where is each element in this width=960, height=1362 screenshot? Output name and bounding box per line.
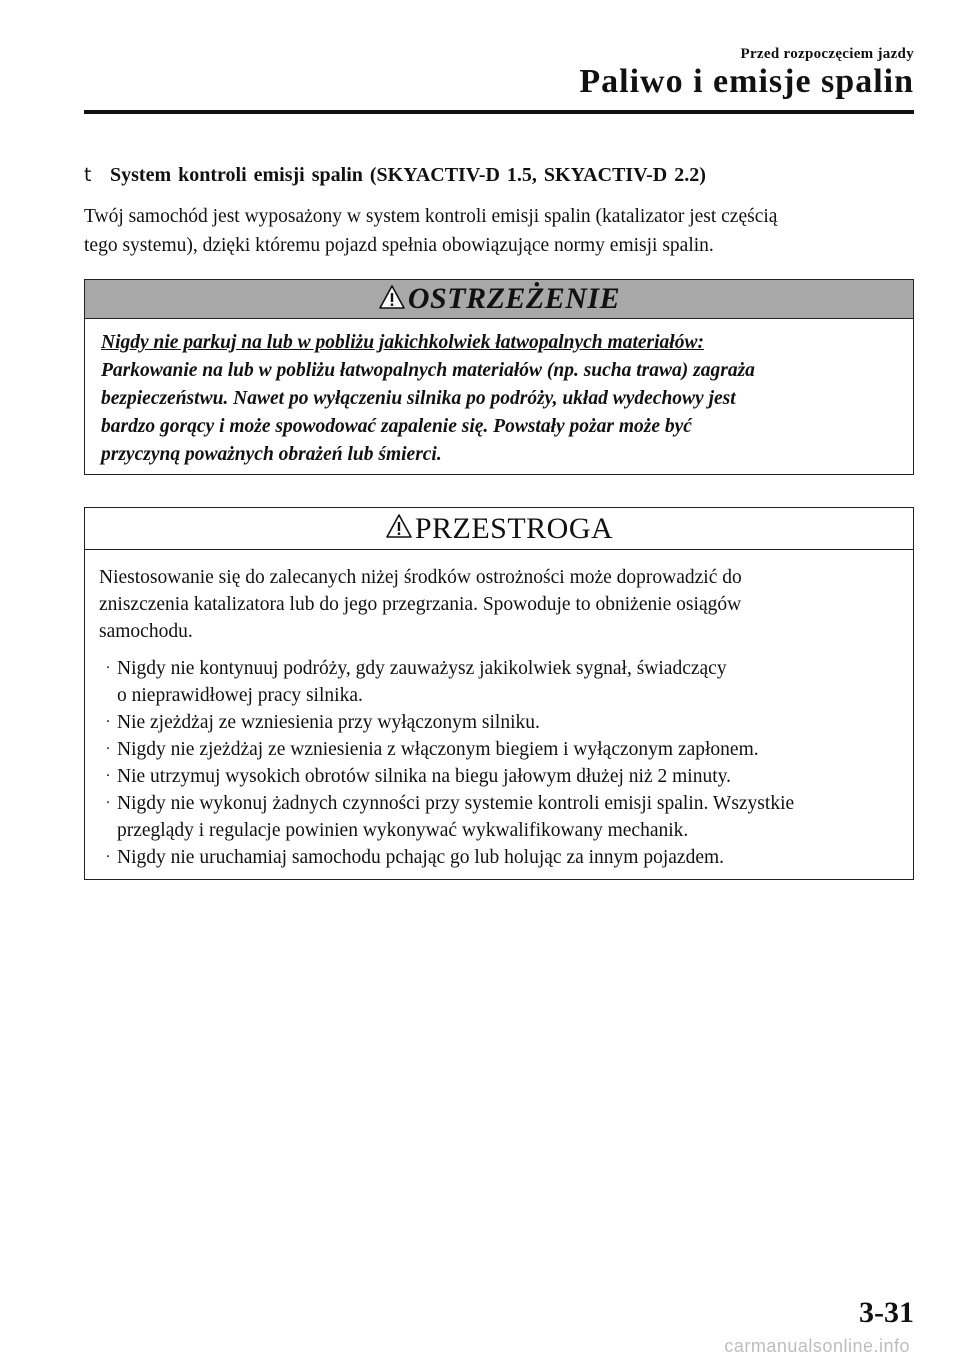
warning-title: OSTRZEŻENIE — [407, 282, 621, 315]
list-item-text — [117, 790, 899, 844]
bullet-dot: · — [105, 660, 111, 676]
section-heading-text: System kontroli emisji spalin (SKYACTIV-D 1.5, SKYACTIV-D 2.2) — [110, 164, 706, 186]
warning-lead: Nigdy nie parkuj na lub w pobliżu jakichkolwiek łatwopalnych materiałów: — [101, 332, 704, 353]
warning-triangle-icon — [385, 513, 413, 544]
warning-line: bardzo gorący i może spowodować zapalenie się. Powstały pożar może być — [101, 416, 692, 437]
list-item-text — [117, 655, 899, 709]
list-item-text — [117, 763, 899, 790]
list-item-text — [117, 736, 899, 763]
caution-header — [85, 508, 913, 550]
list-item — [99, 655, 899, 709]
warning-body — [85, 319, 913, 469]
list-item-line: Nie utrzymuj wysokich obrotów silnika na biegu jałowym dłużej niż 2 minuty. — [117, 766, 731, 787]
bullet-dot: · — [105, 795, 111, 811]
bullet-dot: · — [105, 714, 111, 730]
list-item-text — [117, 844, 899, 871]
caution-body — [85, 550, 913, 871]
caution-intro-line: samochodu. — [99, 621, 193, 642]
list-item-line: Nigdy nie zjeżdżaj ze wzniesienia z włączonym biegiem i wyłączonym zapłonem. — [117, 739, 759, 760]
warning-line: przyczyną poważnych obrażeń lub śmierci. — [101, 444, 442, 465]
caution-title: PRZESTROGA — [414, 511, 614, 545]
bullet-dot: · — [105, 768, 111, 784]
section-heading — [84, 164, 706, 187]
warning-line: Parkowanie na lub w pobliżu łatwopalnych materiałów (np. sucha trawa) zagraża — [101, 360, 755, 381]
warning-line: bezpieczeństwu. Nawet po wyłączeniu silnika po podróży, układ wydechowy jest — [101, 388, 736, 409]
list-item-line: Nigdy nie uruchamiaj samochodu pchając go lub holując za innym pojazdem. — [117, 847, 725, 868]
warning-header — [85, 280, 913, 319]
chapter-name: Przed rozpoczęciem jazdy — [740, 46, 914, 62]
list-item — [99, 790, 899, 844]
warning-box — [84, 279, 914, 475]
list-item — [99, 736, 899, 763]
list-item-line: Nigdy nie kontynuuj podróży, gdy zauważysz jakikolwiek sygnał, świadczący — [117, 658, 727, 679]
bullet-dot: · — [105, 741, 111, 757]
section-intro — [84, 202, 884, 260]
watermark-link[interactable]: carmanualsonline.info — [724, 1336, 910, 1356]
list-item — [99, 844, 899, 871]
caution-intro-line: Niestosowanie się do zalecanych niżej środków ostrożności może doprowadzić do — [99, 567, 742, 588]
warning-triangle-icon — [378, 284, 406, 315]
list-item — [99, 709, 899, 736]
list-item — [99, 763, 899, 790]
page-number: 3-31 — [859, 1296, 914, 1329]
bullet-dot: · — [105, 849, 111, 865]
caution-list — [99, 655, 899, 871]
list-item-line: Nie zjeżdżaj ze wzniesienia przy wyłączonym silniku. — [117, 712, 540, 733]
list-item-line: przeglądy i regulacje powinien wykonywać wykwalifikowany mechanik. — [117, 820, 689, 841]
page-title: Paliwo i emisje spalin — [579, 63, 914, 100]
list-item-line: Nigdy nie wykonuj żadnych czynności przy systemie kontroli emisji spalin. Wszystkie — [117, 793, 795, 814]
header-divider — [84, 110, 914, 114]
section-marker: t — [84, 164, 92, 186]
intro-line: Twój samochód jest wyposażony w system kontroli emisji spalin (katalizator jest częścią — [84, 206, 778, 227]
caution-box — [84, 507, 914, 880]
intro-line: tego systemu), dzięki któremu pojazd spełnia obowiązujące normy emisji spalin. — [84, 235, 714, 256]
caution-intro-line: zniszczenia katalizatora lub do jego przegrzania. Spowoduje to obniżenie osiągów — [99, 594, 742, 615]
list-item-line: o nieprawidłowej pracy silnika. — [117, 685, 363, 706]
list-item-text — [117, 709, 899, 736]
